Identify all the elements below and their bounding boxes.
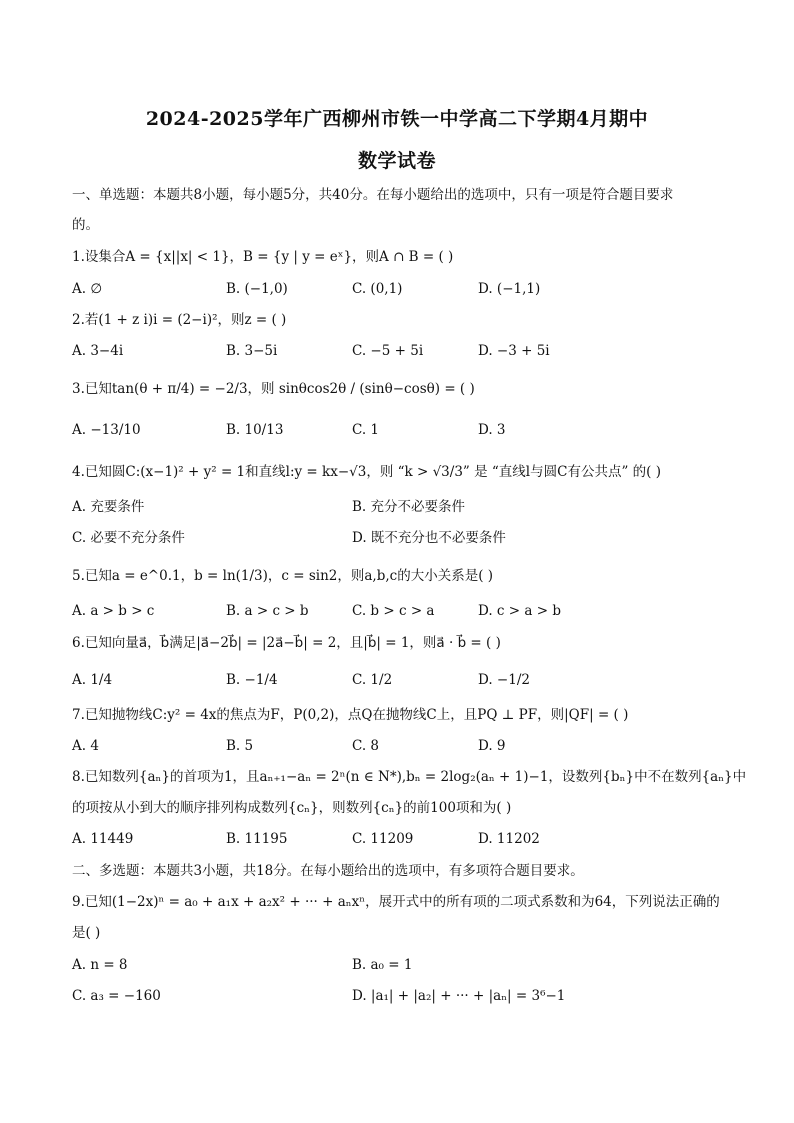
question-4-option-d: D. 既不充分也不必要条件 xyxy=(352,530,506,546)
section1-heading-cont: 的。 xyxy=(72,217,99,233)
question-9-stem-cont: 是( ) xyxy=(72,925,101,941)
question-8-option-b: B. 11195 xyxy=(226,831,288,847)
question-2-option-b: B. 3−5i xyxy=(226,343,278,359)
exam-subtitle: 数学试卷 xyxy=(357,150,436,172)
question-4-option-a: A. 充要条件 xyxy=(72,499,145,515)
question-2-option-a: A. 3−4i xyxy=(72,343,124,359)
question-8-stem-cont: 的项按从小到大的顺序排列构成数列{cₙ}，则数列{cₙ}的前100项和为( ) xyxy=(72,800,512,816)
question-3-option-a: A. −13/10 xyxy=(72,422,141,438)
question-7-option-a: A. 4 xyxy=(72,738,99,754)
question-7-stem: 7.已知抛物线C:y² = 4x的焦点为F，P(0,2)，点Q在抛物线C上，且PQ ⊥ PF，则|QF| = ( ) xyxy=(72,707,629,723)
question-5-option-a: A. a > b > c xyxy=(72,603,155,619)
question-6-option-b: B. −1/4 xyxy=(226,672,278,688)
question-2-option-c: C. −5 + 5i xyxy=(352,343,424,359)
question-9-option-c: C. a₃ = −160 xyxy=(72,988,161,1004)
question-8-option-d: D. 11202 xyxy=(478,831,540,847)
question-2-stem: 2.若(1 + z i)i = (2−i)²，则z = ( ) xyxy=(72,312,287,328)
question-9-option-b: B. a₀ = 1 xyxy=(352,957,413,973)
question-3-stem: 3.已知tan(θ + π/4) = −2/3，则 sinθcos2θ / (sinθ−cosθ) = ( ) xyxy=(72,381,475,397)
question-5-option-d: D. c > a > b xyxy=(478,603,561,619)
question-7-option-d: D. 9 xyxy=(478,738,506,754)
question-5-option-c: C. b > c > a xyxy=(352,603,435,619)
question-8-option-c: C. 11209 xyxy=(352,831,414,847)
question-1-option-b: B. (−1,0) xyxy=(226,281,288,297)
question-7-option-b: B. 5 xyxy=(226,738,254,754)
question-1-stem: 1.设集合A = {x||x| < 1}，B = {y | y = eˣ}，则A ∩ B = ( ) xyxy=(72,249,454,265)
question-3-option-c: C. 1 xyxy=(352,422,380,438)
question-9-option-a: A. n = 8 xyxy=(72,957,128,973)
question-4-stem: 4.已知圆C:(x−1)² + y² = 1和直线l:y = kx−√3，则 “k > √3/3” 是 “直线l与圆C有公共点” 的( ) xyxy=(72,464,661,480)
question-7-option-c: C. 8 xyxy=(352,738,380,754)
question-4-option-c: C. 必要不充分条件 xyxy=(72,530,185,546)
question-9-stem: 9.已知(1−2x)ⁿ = a₀ + a₁x + a₂x² + ··· + aₙxⁿ，展开式中的所有项的二项式系数和为64，下列说法正确的 xyxy=(72,894,720,910)
question-5-stem: 5.已知a = e^0.1，b = ln(1/3)，c = sin2，则a,b,c的大小关系是( ) xyxy=(72,568,494,584)
question-1-option-c: C. (0,1) xyxy=(352,281,403,297)
question-8-stem: 8.已知数列{aₙ}的首项为1，且aₙ₊₁−aₙ = 2ⁿ(n ∈ N*),bₙ = 2log₂(aₙ + 1)−1，设数列{bₙ}中不在数列{aₙ}中 xyxy=(72,769,747,785)
question-6-option-d: D. −1/2 xyxy=(478,672,530,688)
question-3-option-d: D. 3 xyxy=(478,422,506,438)
question-1-option-a: A. ∅ xyxy=(72,281,103,297)
question-8-option-a: A. 11449 xyxy=(72,831,134,847)
question-1-option-d: D. (−1,1) xyxy=(478,281,541,297)
question-5-option-b: B. a > c > b xyxy=(226,603,309,619)
section2-heading: 二、多选题：本题共3小题，共18分。在每小题给出的选项中，有多项符合题目要求。 xyxy=(72,863,584,879)
question-2-option-d: D. −3 + 5i xyxy=(478,343,550,359)
question-9-option-d: D. |a₁| + |a₂| + ··· + |aₙ| = 3⁶−1 xyxy=(352,988,566,1004)
section1-heading: 一、单选题：本题共8小题，每小题5分，共40分。在每小题给出的选项中，只有一项是符合题目要求 xyxy=(72,187,674,203)
question-6-stem: 6.已知向量a⃗，b⃗满足|a⃗−2b⃗| = |2a⃗−b⃗| = 2，且|b⃗| = 1，则a⃗ · b⃗ = ( ) xyxy=(72,635,501,651)
question-4-option-b: B. 充分不必要条件 xyxy=(352,499,466,515)
question-3-option-b: B. 10/13 xyxy=(226,422,284,438)
exam-title: 2024-2025学年广西柳州市铁一中学高二下学期4月期中 xyxy=(145,108,649,130)
question-6-option-a: A. 1/4 xyxy=(72,672,113,688)
question-6-option-c: C. 1/2 xyxy=(352,672,393,688)
